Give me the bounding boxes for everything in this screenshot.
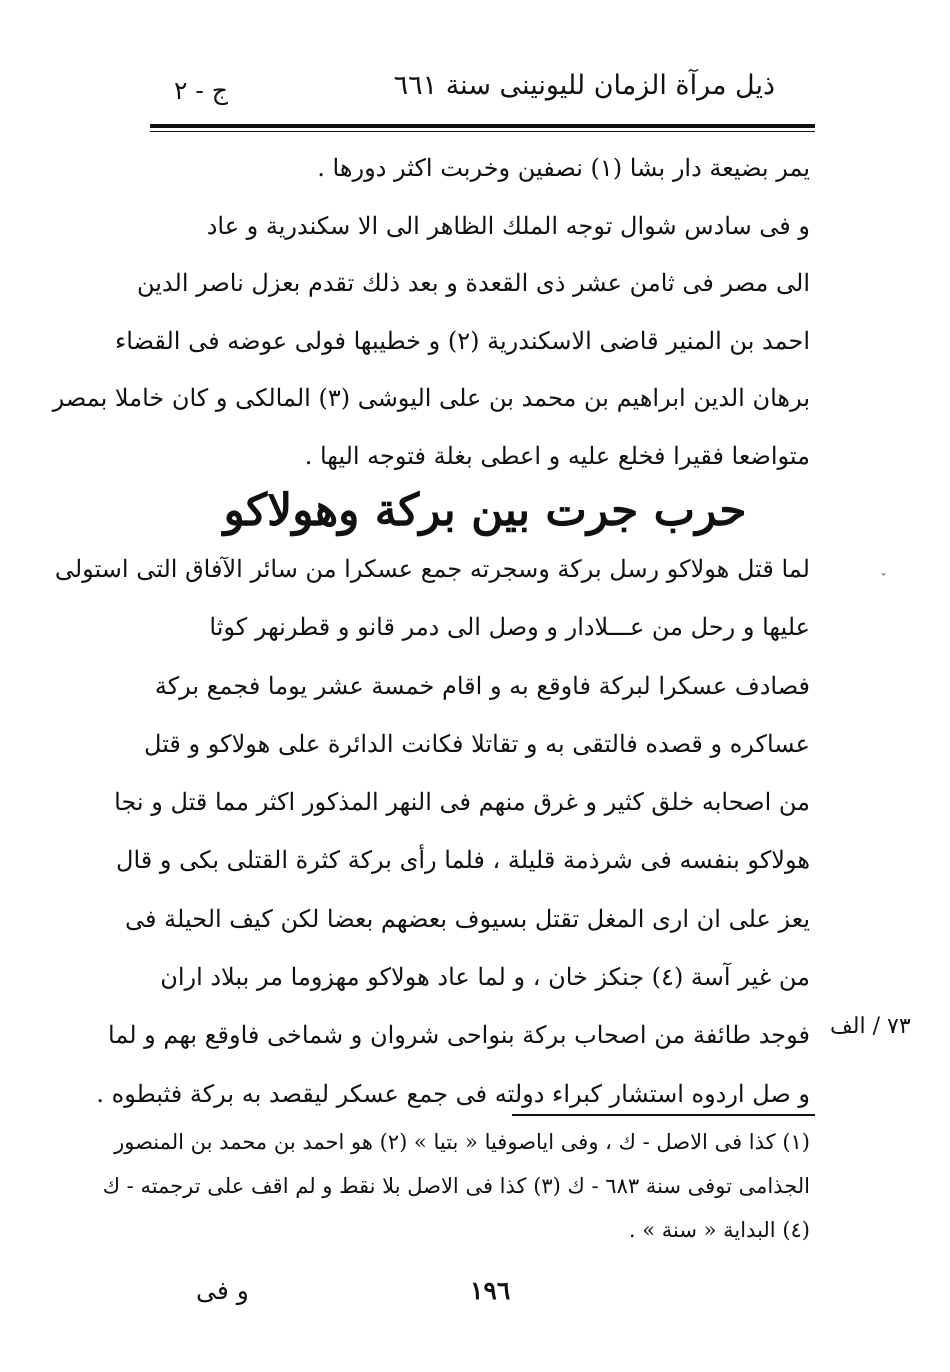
section-line: هولاكو بنفسه فى شرذمة قليلة ، فلما رأى بركة كثرة القتلى بكى و قال [116, 846, 810, 875]
folio-margin-note: ٧٣ / الف [830, 1014, 911, 1039]
section-line: عليها و رحل من عـــلادار و وصل الى دمر قانو و قطرنهر كوثا [209, 613, 810, 642]
footnote-line: (٤) البداية « سنة » . [628, 1218, 810, 1242]
body-text [52, 140, 810, 485]
footnote-rule [512, 1114, 815, 1116]
section-line: و صل اردوه استشار كبراء دولته فى جمع عسكر ليقصد به بركة فثبطوه . [96, 1079, 810, 1108]
section-line: يعز على ان ارى المغل تقتل بسيوف بعضهم بعضا لكن كيف الحيلة فى [125, 904, 810, 933]
section-line: فوجد طائفة من اصحاب بركة بنواحى شروان و شماخى فاوقع بهم و لما [108, 1021, 810, 1050]
header-volume: ج - ٢ [174, 76, 228, 105]
header-rule-thin [150, 131, 815, 132]
section-heading: حرب جرت بين بركة وهولاكو [223, 485, 747, 536]
catchword: و فى [196, 1276, 249, 1305]
body-line: احمد بن المنير قاضى الاسكندرية (٢) و خطيبها فولى عوضه فى القضاء [114, 326, 810, 355]
running-header [150, 62, 815, 118]
body-line: يمر بضيعة دار بشا (١) نصفين وخربت اكثر دورها . [317, 154, 810, 182]
body-line: و فى سادس شوال توجه الملك الظاهر الى الا سكندرية و عاد [206, 211, 810, 240]
page-number: ١٩٦ [470, 1276, 511, 1305]
header-rule-thick [150, 124, 815, 128]
section-line: من غير آسة (٤) جنكز خان ، و لما عاد هولاكو مهزوما مر ببلاد اران [160, 963, 810, 992]
section-text [54, 540, 810, 1123]
body-line: برهان الدين ابراهيم بن محمد بن على اليوشى (٣) المالكى و كان خاملا بمصر [52, 384, 810, 412]
section-line: من اصحابه خلق كثير و غرق منهم فى النهر المذكور اكثر مما قتل و نجا [114, 788, 810, 817]
body-line: متواضعا فقيرا فخلع عليه و اعطى بغلة فتوجه اليها . [304, 441, 810, 470]
footnote-line: (١) كذا فى الاصل - ك ، وفى اياصوفيا « بتيا » (٢) هو احمد بن محمد بن المنصور [114, 1130, 810, 1154]
header-title: ذيل مرآة الزمان لليونينى سنة ٦٦١ [393, 70, 775, 101]
section-line: عساكره و قصده فالتقى به و تقاتلا فكانت الدائرة على هولاكو و قتل [144, 729, 810, 758]
footnote-line: الجذامى توفى سنة ٦٨٣ - ك (٣) كذا فى الاصل بلا نقط و لم اقف على ترجمته - ك [102, 1174, 810, 1198]
margin-tick-mark: ˇ [880, 572, 887, 588]
section-line: لما قتل هولاكو رسل بركة وسجرته جمع عسكرا من سائر الآفاق التى استولى [54, 555, 810, 583]
body-line: الى مصر فى ثامن عشر ذى القعدة و بعد ذلك تقدم بعزل ناصر الدين [136, 269, 810, 297]
section-line: فصادف عسكرا لبركة فاوقع به و اقام خمسة عشر يوما فجمع بركة [154, 671, 810, 700]
footnotes [102, 1120, 810, 1252]
